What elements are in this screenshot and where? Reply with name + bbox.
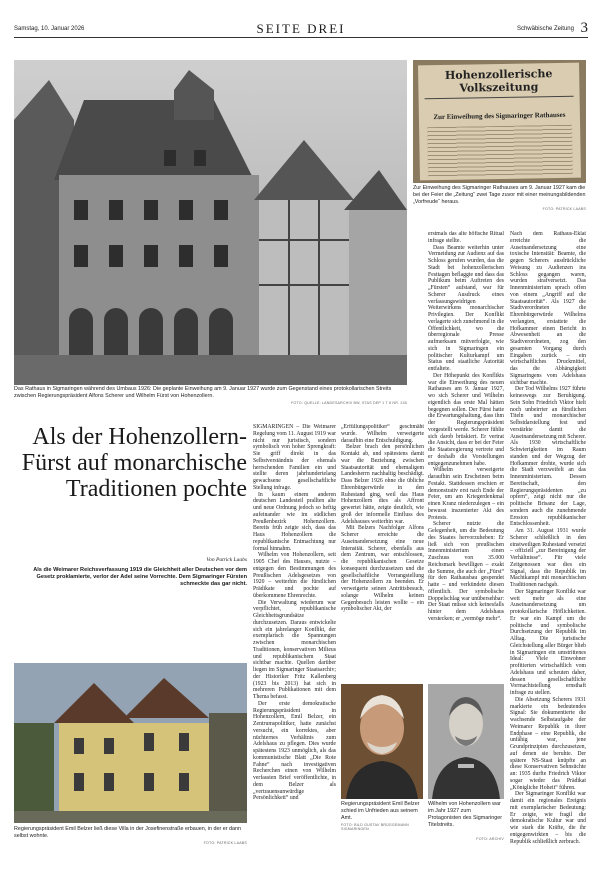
article-paragraph: Nach dem Rathaus-Eklat erreichte die Auseinandersetzung eine toxische Intensität: Beamte, die gegen Scherers ausdrückliche Weisung zu Audienzen ins Schloss gegangen waren, wurden strafversetzt. Das Innenministerium sprach offen von einem „Angriff auf die Staatsautorität“. Als 1927 die Stadtverordneten die Ehrenbürgerwürde Wilhelms verlangten, erstattete die Hofkammer einen Bericht in Abwesenheit an die Stadtverordneten, zog den gesamten Vorgang durch Eingaben zurück – ein wirtschaftliches Druckmittel, das die Abhängigkeit Sigmaringens vom Adelshaus sichtbar machte.	[510, 231, 586, 386]
wilhelm-caption: Wilhelm von Hohenzollern war im Jahr 1927 zum Protagonisten des Sigmaringer Titelstreits.	[428, 801, 503, 828]
article-column-2	[341, 424, 424, 680]
villa-photo	[14, 663, 247, 823]
newspaper-name: Schwäbische Zeitung	[516, 26, 574, 32]
rathaus-photo-credit: FOTO: QUELLE: LANDESARCHIV BW, STAS DEP 1 T 8 NR. 245	[291, 401, 407, 405]
article-paragraph: SIGMARINGEN – Die Weimarer Regelung vom 11. August 1919 war nicht nur juristisch, sondern symbolisch von hoher Sprengkraft: Sie griff direkt in das Selbstverständnis der ehemals herrschenden Familien ein und stellte deren jahrhundertelang gewachsene gesellschaftliche Stellung infrage.	[253, 424, 336, 491]
newspaper-clipping-photo	[413, 60, 586, 183]
article-paragraph: Wilhelm von Hohenzollern, seit 1905 Chef des Hauses, nutzte – entgegen den Bestimmungen des Preußischen Adelsgesetzes von 1920 – weiterhin die fürstlichen Prädikate und pochte auf überkommene Ehrenrechte.	[253, 552, 336, 599]
wilhelm-credit: FOTO: ARCHIV	[476, 837, 504, 841]
article-teaser: Als die Weimarer Reichsverfassung 1919 die Gleichheit aller Deutschen vor dem Gesetz proklamierte, verlor der Adel seine Vorrechte. Dem Sigmaringer Fürsten schmeckte das gar nicht.	[33, 567, 247, 588]
belzer-credit: FOTO: BILD GUSTAV BRÜGGEMANN SIGMARINGEN	[341, 823, 409, 831]
newspaper-photo-caption: Zur Einweihung des Sigmaringer Rathauses am 9. Januar 1927 kam die bei der Feier die „Zeitung“ zwei Tage zuvor mit einer meinungsbildenden „Vorfreude“ heraus.	[413, 185, 586, 205]
villa-photo-credit: FOTO: PATRICK LAABS	[203, 841, 247, 845]
issue-date: Samstag, 10. Januar 2026	[14, 26, 85, 32]
belzer-caption: Regierungspräsident Emil Belzer schied im Unfrieden aus seinem Amt.	[341, 801, 420, 821]
newspaper-photo-credit: FOTO: PATRICK LAABS	[542, 207, 586, 211]
article-paragraph: Scherer nutzte die Gelegenheit, um die Bedeutung des Staates hervorzuheben: Er ließ sich von preußischen Innenministerium einen Zuschuss von 35.000 Reichsmark bewilligen – exakt die Summe, die auch der „Fürst“ für den Rathausbau gespendet hatte – und verkündete diesen öffentlich. Der symbolische Doppelschlag war unübersehbar: Der Staat müsse sich keinesfalls hinter dem Adelshaus verstecken; er „vermöge mehr“.	[428, 521, 504, 622]
article-headline: Als der Hohenzollern-Fürst auf monarchische Traditionen pochte	[21, 424, 247, 502]
page-number: 3	[580, 20, 588, 36]
article-column-1	[253, 424, 336, 848]
article-paragraph: Die Absetzung Scherers 1931 markierte ein bedeutendes Signal: Sie dokumentierte die wachsende Selbstaufgabe der Weimarer Republik in ihrer Endphase – eine Republik, die unfähig war, jene Grundprinzipien durchzusetzen, auf denen sie beruhte. Der spätere NS-Staat knüpfte an diese Konservativen Sehnsüchte an: 1935 durfte Friedrich Viktor sogar wieder das Prädikat „Königliche Hoheit“ führen.	[510, 696, 586, 791]
article-paragraph: Die Verwaltung wiederum war verpflichtet, republikanische Gleichheitsgrundsätze durchzusetzen. Daraus entwickelte sich ein jahrelanger Konflikt, der exemplarisch die Spannungen zwischen monarchischen Traditionen, konservativen Milieus und republikanischem Staat sichtbar machte. Quellen darüber liegen im Sigmaringer Staatsarchiv; der Historiker Fritz Kallenberg (1923 bis 2013) hat sich in mehreren Publikationen mit dem Thema befasst.	[253, 599, 336, 700]
article-paragraph: Belzer brach den persönlichen Kontakt ab, und spätestens damit war die Beziehung zwischen Staatsautorität und ehemaligem Landesherrn nachhaltig beschädigt. Dass Belzer 1926 ohne die übliche Ehrenbürgerwürde in den Ruhestand ging, weil das Haus Hohenzollern dies als Affront gewertet hätte, zeigte deutlich, wie groß der informelle Einfluss des Adelshauses weiterhin war.	[341, 444, 424, 525]
page-header	[14, 20, 588, 38]
article-paragraph: Dass Beamte weiterhin unter Vermeidung zur Audienz auf das Schloss gerufen wurden, das die Stadt bei hohenzollerischen Festtagen beflaggte und dass das Publikum beim Auftreten des „Fürsten“ aufstand, war für Scherer Ausdruck eines verfassungswidrigen Weiterwirkens monarchischer Privilegien. Der Konflikt verlagerte sich zunehmend in die Öffentlichkeit, wo die überregionale Presse aufmerksam mitverfolgte, wie sich in Sigmaringen ein politischer Kulturkampf um Status und staatliche Autorität entfaltete.	[428, 244, 504, 372]
wilhelm-portrait-image	[428, 684, 504, 799]
rathaus-photo	[14, 60, 407, 385]
rathaus-photo-caption: Das Rathaus in Sigmaringen während des Umbaus 1926: Die geplante Einweihung am 9. Januar 1927 wurde zum Gegenstand eines protokollarischen Streits zwischen Regierungspräsident Alfons Scherer und Wilhelm Fürst von Hohenzollern.	[14, 386, 392, 399]
article-paragraph: Mit Belzers Nachfolger Alfons Scherer erreichte die Auseinandersetzung eine neue Intensität. Scherer, ebenfalls aus dem Zentrum, war entschlossen, die republikanischen Gesetze konsequent durchzusetzen und die gesellschaftliche Vorrangstellung der Hohenzollern zu beenden. Er verweigerte seinen Antrittsbesuch, solange Wilhelm keinen Gegenbesuch leisten wollte – ein symbolischer Akt, der	[341, 525, 424, 613]
article-column-3	[428, 231, 504, 680]
villa-photo-image	[14, 663, 247, 823]
wilhelm-portrait	[428, 684, 504, 799]
article-paragraph: Der Tod Wilhelms 1927 führte keineswegs zur Beruhigung. Sein Sohn Friedrich Viktor hielt noch unbeirrter an fürstlichen Titeln und monarchischer Selbstdarstellung fest und verstärkte damit die Auseinandersetzung mit Scherer. Als 1930 wirtschaftliche Schwierigkeiten im Raum standen und der Wegzug der Hofkammer drohte, wurde sich die Stadt verzweifelt an das Innenministerium. Dessen Bereitschaft, den Regierungspräsidenten „zu opfern“, zeigt nicht nur die politische Brisanz der Lage, sondern auch die zunehmende Erosion republikanischer Entschlossenheit.	[510, 386, 586, 528]
section-title: SEITE DREI	[256, 21, 346, 36]
article-byline: Von Patrick Laabs	[206, 557, 247, 563]
belzer-portrait-image	[341, 684, 423, 799]
article-paragraph: Der Sigmaringer Konflikt war weit mehr als eine Auseinandersetzung um protokollarische Höflichkeiten. Er war ein Kampf um die politische und symbolische Durchsetzung der Republik im Alltag. Die juristische Gleichstellung aller Bürger blieb in Sigmaringen ein umstrittenes Ideal: Viele Einwohner profitierten wirtschaftlich vom Adelshaus und scheuten daher, dessen gesellschaftliche Vormachtstellung ernsthaft infrage zu stellen.	[510, 588, 586, 696]
article-paragraph: erstmals das alte höfische Ritual infrage stellte.	[428, 231, 504, 244]
newspaper-front-headline: Zur Einweihung des Sigmaringer Rathauses	[433, 110, 566, 122]
article-paragraph: Wilhelm verweigerte daraufhin sein Erscheinen beim Festakt. Stattdessen erschien er demonstrativ erst nach Ende der Feier, um am Kriegerdenkmal einen Kranz niederzulegen – ein bewusst inszenierter Akt des Protests.	[428, 467, 504, 521]
rathaus-photo-image	[14, 60, 407, 385]
article-paragraph: Der Sigmaringer Konflikt war damit ein regionales Ereignis mit exemplarischer Bedeutung: Er zeigte, wie fragil die demokratische Kultur war und wie stark die Kräfte, die ihr entgegenwirkten – bis die Republik schließlich zerbrach.	[510, 791, 586, 845]
article-paragraph: „Erfüllungspolitiker“ geschmäht wurde. Wilhelm verweigerte daraufhin eine Entschuldigung.	[341, 424, 424, 444]
belzer-portrait	[341, 684, 423, 799]
article-paragraph: Am 31. August 1931 wurde Scherer schließlich in den einstweiligen Ruhestand versetzt – offiziell „zur Bereinigung der Verhältnisse“. Für viele Zeitgenossen war dies ein Signal, dass die Republik im Machtkampf mit monarchischen Traditionen nachgab.	[510, 528, 586, 588]
villa-photo-caption: Regierungspräsident Emil Belzer ließ diese Villa in der Josefinenstraße erbauen, in der er dann selbst wohnte.	[14, 826, 242, 839]
article-column-4	[510, 231, 586, 848]
article-paragraph: In kaum einem anderen deutschen Landesteil prallten alte und neue Ordnung jedoch so heftig aufeinander wie im südlichen Preußenbezirk Hohenzollern. Bereits früh zeigte sich, dass das Haus Hohenzollern die republikanische Entmachtung nur formal hinnahm.	[253, 491, 336, 552]
article-paragraph: Der erste demokratische Regierungspräsident in Hohenzollern, Emil Belzer, ein Zentrumspolitiker, hatte zunächst versucht, ein korrektes, aber nüchternes Verhältnis zum Adelshaus zu pflegen. Dies wurde spätestens 1923 unmöglich, als das kommunistische Blatt „Die Rote Fahne“ nach investigativen Recherchen einen von Wilhelm verfassten Brief veröffentlichte, in dem Belzer als „vertrauensunwürdige Persönlichkeit“ und	[253, 700, 336, 802]
newspaper-masthead: Hohenzollerische Volkszeitung	[444, 67, 553, 95]
article-paragraph: Der Höhepunkt des Konflikts war die Einweihung des neuen Rathauses am 9. Januar 1927, wo sich Scherer und Wilhelm eigentlich das erste Mal hätten begegnen sollen. Der Fürst hatte die Erwartungshaltung, dass ihm der Regierungspräsident vorgestellt werde. Scherer fühlte sich darob brüskiert. Er vertrat die Ansicht, dass er bei der Feier die Staatsregierung vertrete und er deshalb die Vorstellungen entgegenzunehmen habe.	[428, 372, 504, 467]
